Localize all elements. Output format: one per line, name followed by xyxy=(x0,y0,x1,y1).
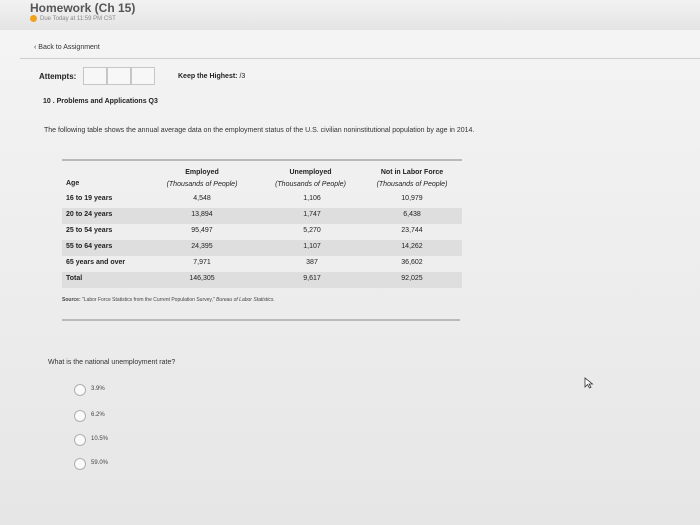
keep-highest-text: Keep the Highest: xyxy=(178,73,238,80)
radio-button[interactable] xyxy=(74,458,86,470)
row-not-in-labor-force: 92,025 xyxy=(401,275,423,282)
row-unemployed: 1,107 xyxy=(303,243,321,250)
row-not-in-labor-force: 6,438 xyxy=(403,211,421,218)
employed-header-title: Employed xyxy=(185,169,219,176)
table-bottom-rule xyxy=(62,319,460,321)
employed-header-sub: (Thousands of People) xyxy=(166,181,238,188)
attempt-box-1 xyxy=(83,67,107,85)
row-employed: 4,548 xyxy=(193,195,211,202)
radio-button[interactable] xyxy=(74,384,86,396)
attempt-box-3 xyxy=(131,67,155,85)
row-unemployed: 9,617 xyxy=(303,275,321,282)
table-row xyxy=(62,256,462,272)
source-publisher: Bureau of Labor Statistics. xyxy=(216,297,275,303)
back-to-assignment-link[interactable] xyxy=(34,44,100,51)
row-unemployed: 1,747 xyxy=(303,211,321,218)
not-in-lf-header-sub: (Thousands of People) xyxy=(376,181,448,188)
table-row xyxy=(62,208,462,224)
row-employed: 24,395 xyxy=(191,243,213,250)
row-not-in-labor-force: 23,744 xyxy=(401,227,423,234)
radio-button[interactable] xyxy=(74,434,86,446)
row-age: Total xyxy=(66,275,83,282)
due-date: Due Today at 11:59 PM CST xyxy=(40,16,116,23)
table-source-note xyxy=(62,297,275,303)
row-unemployed: 1,106 xyxy=(303,195,321,202)
table-top-rule xyxy=(62,159,462,161)
table-row xyxy=(62,192,462,208)
row-not-in-labor-force: 14,262 xyxy=(401,243,423,250)
row-not-in-labor-force: 10,979 xyxy=(401,195,423,202)
table-row xyxy=(62,240,462,256)
answer-option-label: 6.2% xyxy=(91,412,105,418)
status-dot-icon xyxy=(30,15,37,22)
age-column-header: Age xyxy=(66,180,80,187)
row-unemployed: 5,270 xyxy=(303,227,321,234)
question-intro: The following table shows the annual average data on the employment status of the U.S. civilian noninstitutional population by age in 2014. xyxy=(44,127,475,134)
not-in-labor-force-column-header xyxy=(364,167,460,191)
row-age: 20 to 24 years xyxy=(66,211,113,218)
row-age: 16 to 19 years xyxy=(66,195,113,202)
question-title: 10 . Problems and Applications Q3 xyxy=(43,98,158,105)
radio-button[interactable] xyxy=(74,410,86,422)
row-unemployed: 387 xyxy=(306,259,318,266)
assignment-title: Homework (Ch 15) xyxy=(30,1,136,15)
employed-column-header xyxy=(152,167,252,191)
divider xyxy=(20,58,700,59)
source-text: "Labor Force Statistics from the Current Population Survey," xyxy=(82,297,215,303)
row-not-in-labor-force: 36,602 xyxy=(401,259,423,266)
assignment-header xyxy=(0,0,700,31)
not-in-lf-header-title: Not in Labor Force xyxy=(380,169,444,176)
answer-option-label: 10.5% xyxy=(91,436,109,442)
keep-highest-label xyxy=(178,73,245,80)
row-age: 55 to 64 years xyxy=(66,243,113,250)
source-label: Source: xyxy=(62,297,81,303)
question-prompt: What is the national unemployment rate? xyxy=(48,359,176,366)
mouse-cursor-icon xyxy=(584,377,594,389)
table-row-total xyxy=(62,272,462,288)
row-employed: 95,497 xyxy=(191,227,213,234)
answer-option-label: 59.0% xyxy=(91,460,109,466)
row-age: 65 years and over xyxy=(66,259,126,266)
row-employed: 13,894 xyxy=(191,211,213,218)
keep-highest-value: /3 xyxy=(239,73,246,80)
back-to-assignment-label: Back to Assignment xyxy=(38,44,100,51)
attempt-box-2 xyxy=(107,67,131,85)
attempts-label: Attempts: xyxy=(39,72,77,81)
due-date-row xyxy=(30,15,116,22)
row-employed: 7,971 xyxy=(193,259,211,266)
table-row xyxy=(62,224,462,240)
chevron-left-icon: ‹ xyxy=(34,44,37,51)
unemployed-header-sub: (Thousands of People) xyxy=(275,181,346,188)
answer-option-label: 3.9% xyxy=(91,386,105,392)
unemployed-column-header xyxy=(259,167,362,191)
row-age: 25 to 54 years xyxy=(66,227,113,234)
question-page xyxy=(0,30,700,525)
row-employed: 146,305 xyxy=(189,275,215,282)
unemployed-header-title: Unemployed xyxy=(289,169,332,176)
